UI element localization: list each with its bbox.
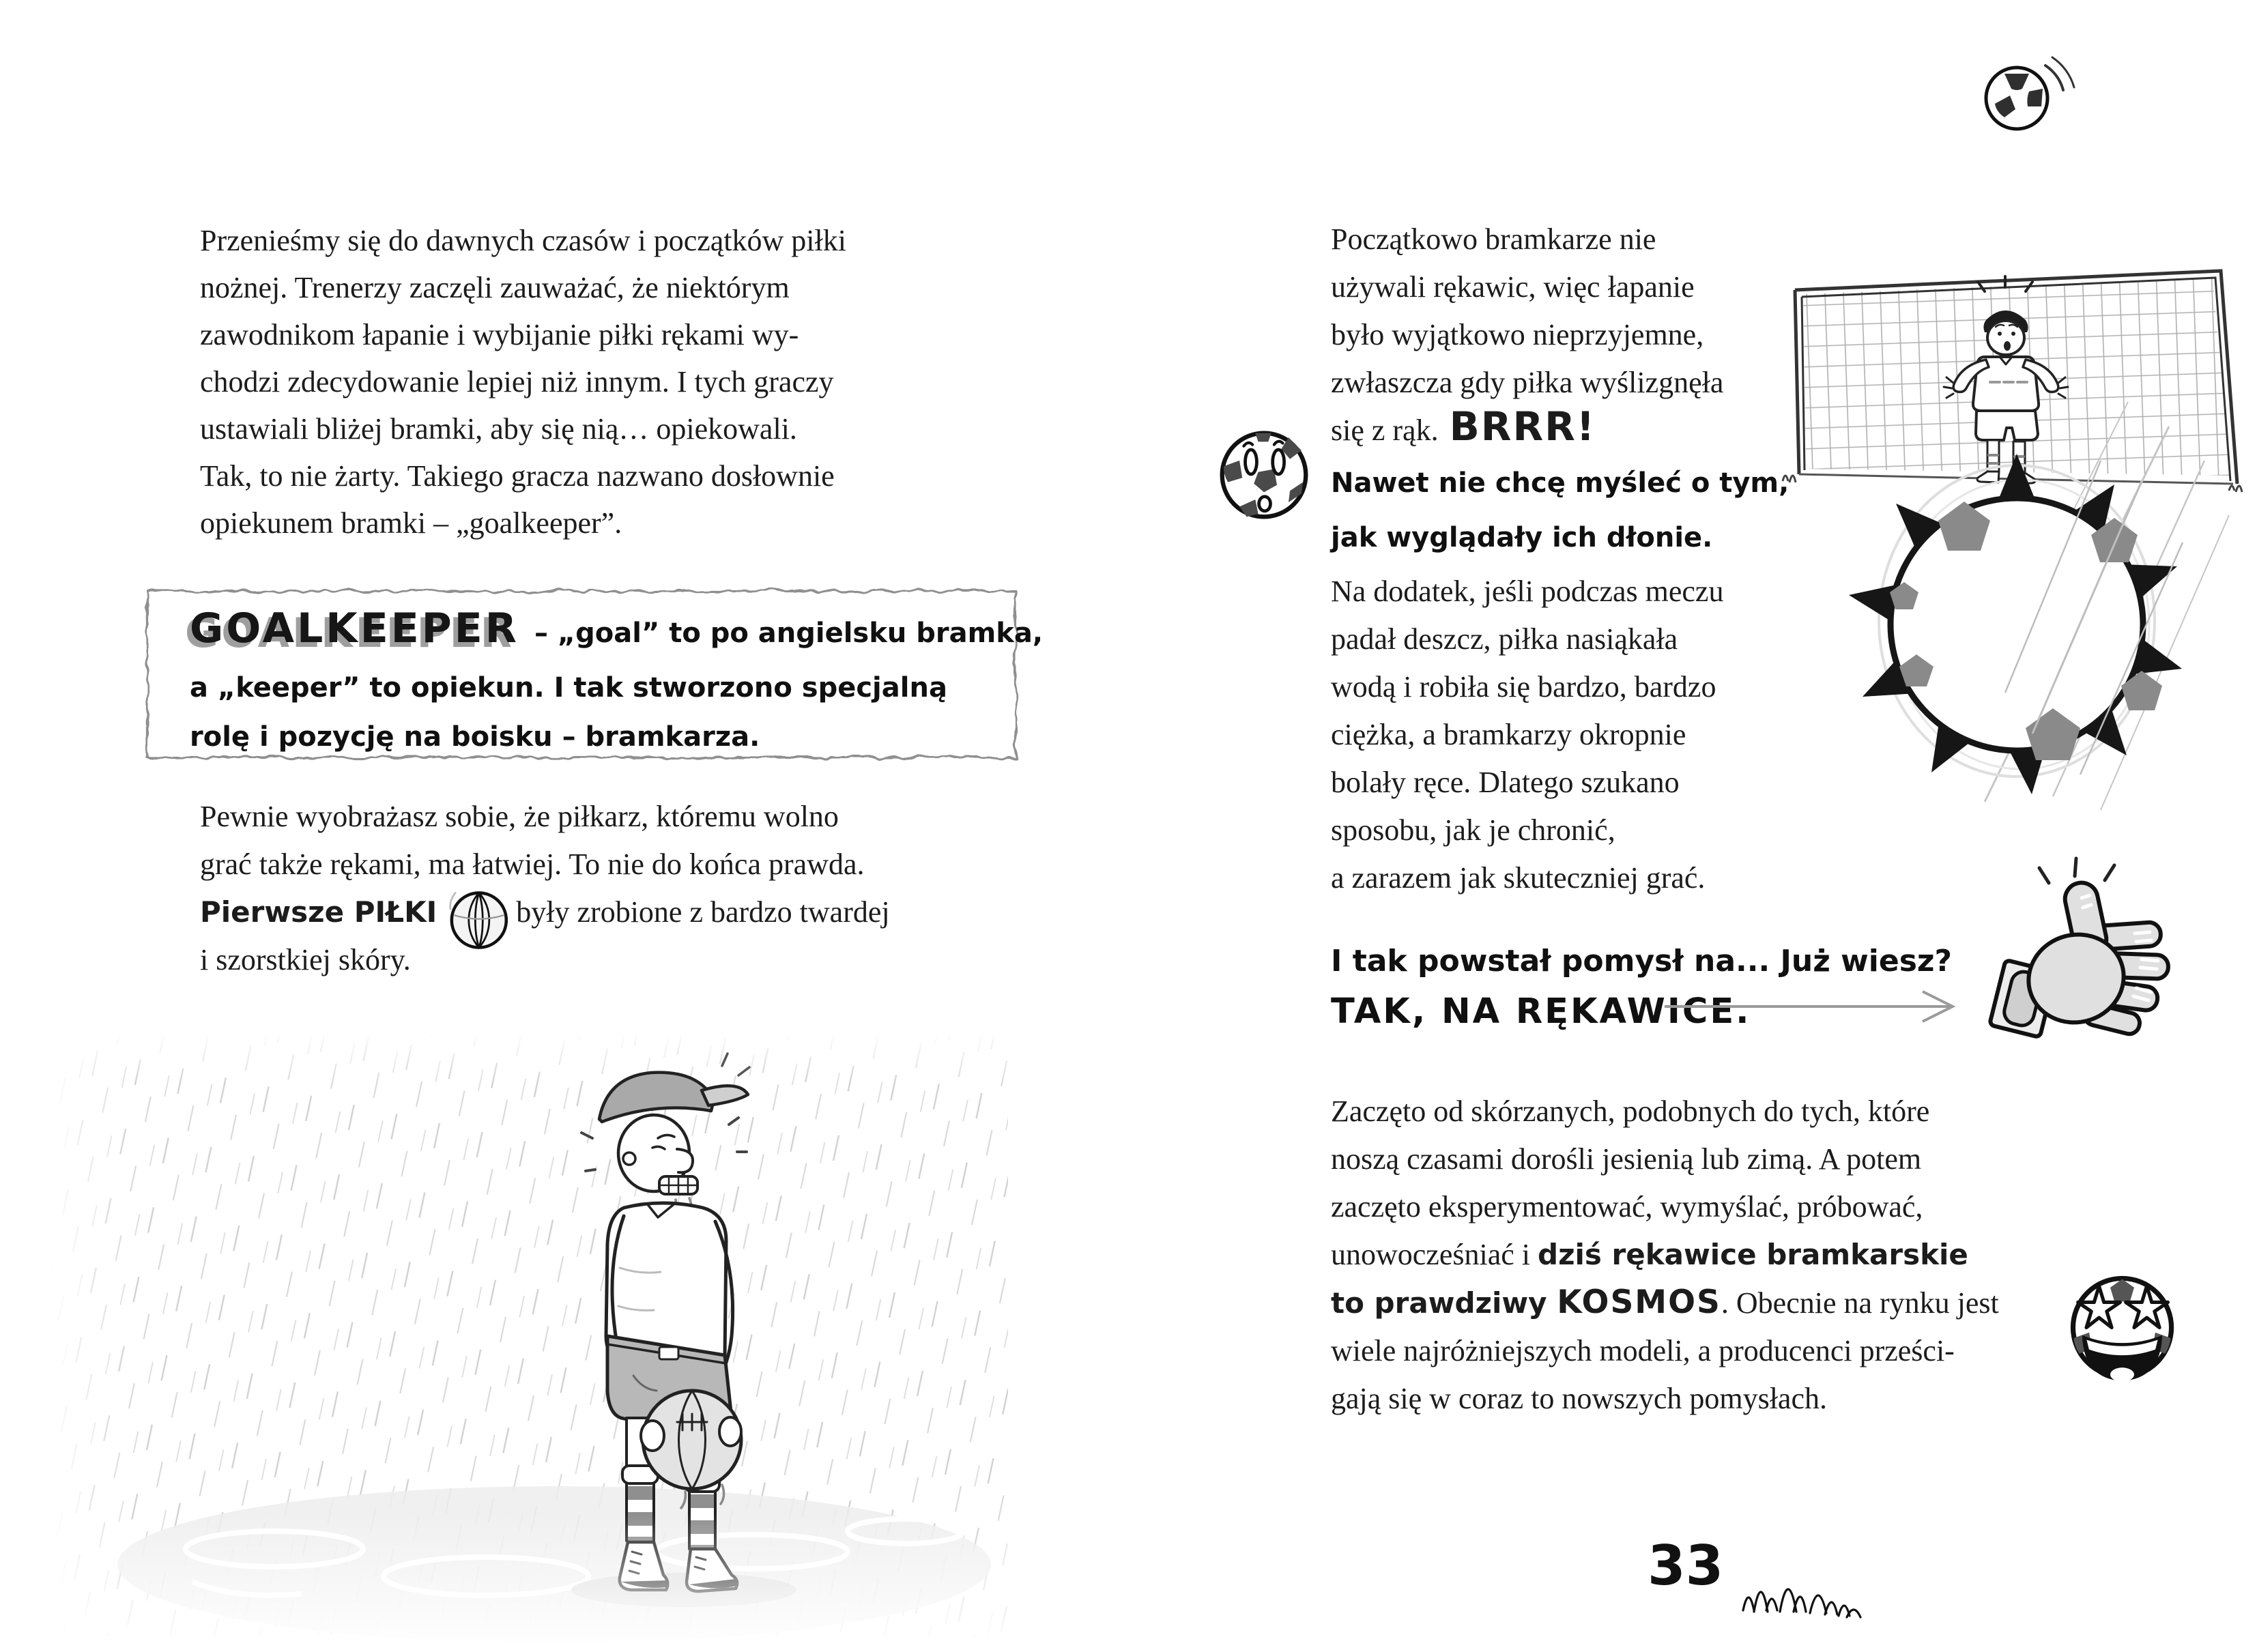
text-line: noszą czasami dorośli jesienią lub zimą. A potem bbox=[1331, 1142, 1922, 1176]
first-balls-label: Pierwsze PIŁKI bbox=[200, 895, 437, 929]
text-line: zawodnikom łapanie i wybijanie piłki rękami wy- bbox=[200, 318, 799, 351]
text-line bbox=[1331, 1231, 1999, 1279]
spiky-ball bbox=[1849, 454, 2183, 794]
note-line: Nawet nie chcę myśleć o tym, bbox=[1331, 467, 1789, 499]
page-number: 33 bbox=[1648, 1534, 1724, 1597]
text-line: zaczęto eksperymentować, wymyślać, próbować, bbox=[1331, 1190, 1923, 1223]
text-line: grać także rękami, ma łatwiej. To nie do końca prawda. bbox=[200, 847, 865, 881]
right-paragraph-3 bbox=[1331, 1088, 1999, 1423]
definition-term: GOALKEEPER bbox=[190, 605, 519, 652]
text-line: wodą i robiła się bardzo, bardzo bbox=[1331, 670, 1716, 704]
nose bbox=[677, 1149, 693, 1172]
arrow-right-icon bbox=[1663, 987, 1977, 1026]
text-line: a zarazem jak skuteczniej grać. bbox=[1331, 861, 1706, 895]
callout-line: TAK, NA RĘKAWICE. bbox=[1331, 991, 1751, 1032]
definition-text: – „goal” to po angielsku bramka, bbox=[534, 618, 1044, 649]
text-line: Pewnie wyobrażasz sobie, że piłkarz, któremu wolno bbox=[200, 800, 839, 833]
text-line: opiekunem bramki – „goalkeeper”. bbox=[200, 506, 622, 540]
scared-soccer-ball-icon bbox=[1213, 424, 1314, 525]
text-line: unowocześniać i bbox=[1331, 1238, 1538, 1271]
text-line bbox=[1331, 1279, 1999, 1327]
goal-with-keeper-and-spiky-ball-illustration bbox=[1759, 256, 2254, 819]
text-line: Zaczęto od skórzanych, podobnych do tych, które bbox=[1331, 1095, 1930, 1128]
right-paragraph-1 bbox=[1331, 216, 1723, 454]
text-line: gają się w coraz to nowszych pomysłach. bbox=[1331, 1382, 1827, 1415]
note-line: jak wyglądały ich dłonie. bbox=[1331, 522, 1713, 553]
text-line: wiele najróżniejszych modeli, a producenci prześci- bbox=[1331, 1334, 1955, 1367]
text-line bbox=[1331, 403, 1723, 454]
text-line bbox=[200, 888, 890, 936]
goalkeeper-definition-box bbox=[141, 584, 1044, 764]
leather-ball-icon bbox=[446, 883, 509, 951]
text-line: Na dodatek, jeśli podczas meczu bbox=[1331, 575, 1724, 608]
text-line: . Obecnie na rynku jest bbox=[1721, 1286, 1999, 1320]
text-line: i szorstkiej skóry. bbox=[200, 943, 411, 976]
text-line: chodzi zdecydowanie lepiej niż innym. I tych graczy bbox=[200, 365, 834, 398]
definition-text: a „keeper” to opiekun. I tak stworzono specjalną bbox=[190, 672, 947, 704]
text-line: bolały ręce. Dlatego szukano bbox=[1331, 766, 1680, 799]
left-paragraph-1 bbox=[200, 217, 846, 547]
definition-text: rolę i pozycję na boisku – bramkarza. bbox=[190, 721, 760, 753]
text-line: ustawiali bliżej bramki, aby się nią… opiekowali. bbox=[200, 412, 797, 446]
gloves-emphasis: to prawdziwy bbox=[1331, 1286, 1557, 1320]
right-paragraph-2 bbox=[1331, 568, 1723, 902]
grass-scribble-icon bbox=[1739, 1557, 1869, 1620]
text-line: zwłaszcza gdy piłka wyślizgnęła bbox=[1331, 366, 1724, 399]
brrr-exclamation: BRRR! bbox=[1449, 403, 1596, 450]
thumbs-up-goalkeeper-glove-illustration bbox=[1972, 845, 2184, 1056]
text-line: Początkowo bramkarze nie bbox=[1331, 222, 1656, 256]
text-line: sposobu, jak je chronić, bbox=[1331, 813, 1615, 847]
text-line: Przenieśmy się do dawnych czasów i początków piłki bbox=[200, 224, 846, 257]
soccer-ball-icon bbox=[1974, 49, 2080, 141]
left-paragraph-2 bbox=[200, 793, 890, 984]
text-line: Tak, to nie żarty. Takiego gracza nazwano dosłownie bbox=[200, 459, 835, 493]
text-line: nożnej. Trenerzy zaczęli zauważać, że niektórym bbox=[200, 271, 790, 304]
star-eyes-soccer-ball-icon bbox=[2062, 1268, 2182, 1387]
text-line: ciężka, a bramkarzy okropnie bbox=[1331, 718, 1686, 751]
gloves-emphasis: dziś rękawice bramkarskie bbox=[1538, 1238, 1968, 1271]
text-line: było wyjątkowo nieprzyjemne, bbox=[1331, 318, 1704, 351]
callout-line: I tak powstał pomysł na... Już wiesz? bbox=[1331, 944, 1953, 979]
handwritten-note bbox=[1331, 456, 1789, 565]
text-line: się z rąk. bbox=[1331, 414, 1439, 447]
goalkeeper-in-rain-illustration bbox=[49, 1036, 1008, 1652]
text-line: używali rękawic, więc łapanie bbox=[1331, 270, 1695, 304]
text-line: były zrobione z bardzo twardej bbox=[516, 895, 890, 929]
text-line: padał deszcz, piłka nasiąkała bbox=[1331, 622, 1678, 656]
kosmos-emphasis: KOSMOS bbox=[1557, 1284, 1721, 1321]
